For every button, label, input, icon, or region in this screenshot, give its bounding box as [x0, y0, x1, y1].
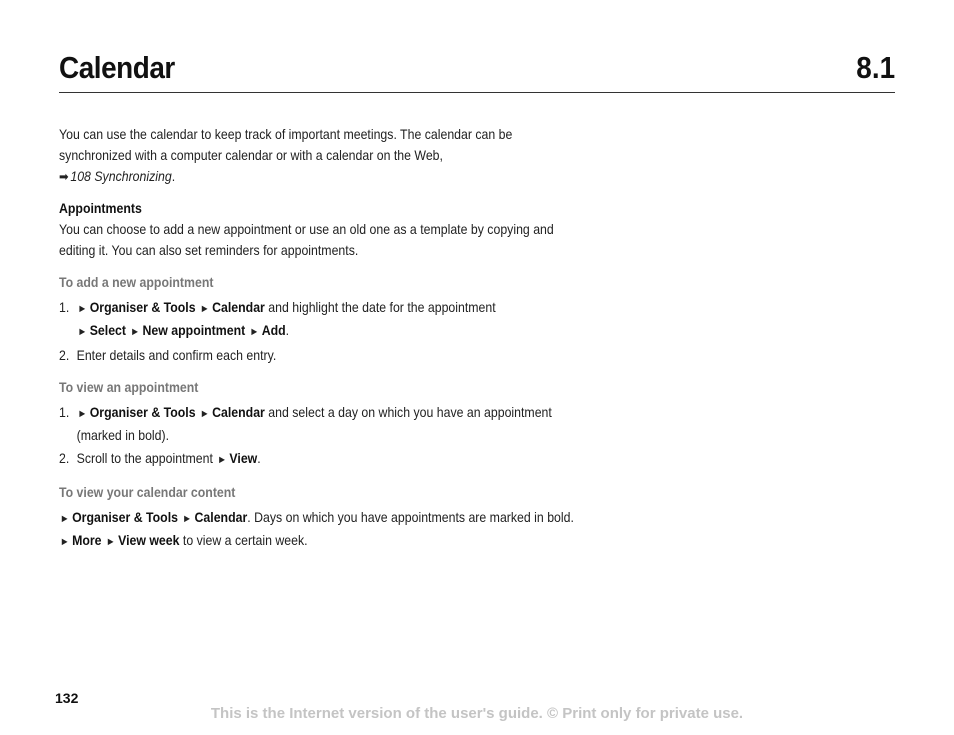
list-item: 2. Scroll to the appointment ► View. [59, 450, 261, 466]
add-appointment-heading: To add a new appointment [59, 274, 214, 290]
main-content [59, 124, 599, 553]
add-appointment-steps [59, 297, 587, 366]
menu-arrow-icon: ► [130, 326, 140, 338]
menu-arrow-icon: ► [249, 326, 260, 338]
menu-path-item: View week [118, 532, 180, 548]
menu-arrow-icon: ► [77, 408, 88, 420]
menu-arrow-icon: ► [199, 408, 210, 420]
reference-link[interactable]: 108 Synchronizing [70, 168, 172, 184]
menu-path-item: Organiser & Tools [72, 509, 178, 525]
section-number: 8.1 [856, 50, 895, 85]
footer-note: This is the Internet version of the user's guide. © Print only for private use. [210, 705, 744, 722]
appointments-heading: Appointments [59, 200, 142, 216]
intro-paragraph: You can use the calendar to keep track of important meetings. The calendar can be synchronized with a computer calendar or with a calendar on the Web, ➡ 108 Synchronizing. [59, 126, 513, 184]
menu-arrow-icon: ► [77, 303, 88, 315]
page-title: Calendar [59, 50, 175, 85]
menu-path-item: View [229, 450, 258, 466]
menu-arrow-icon: ► [217, 454, 227, 466]
list-item: 1. ► Organiser & Tools ► Calendar and highlight the date for the appointment ► Select ► New appointment ► Add. [59, 299, 496, 338]
view-appointment-steps [59, 402, 587, 471]
menu-path-item: Organiser & Tools [89, 404, 196, 420]
page-number: 132 [55, 690, 79, 706]
menu-arrow-icon: ► [59, 536, 70, 548]
appointments-paragraph: You can choose to add a new appointment or use an old one as a template by copying and editing it. You can also set reminders for appointments. [59, 221, 554, 258]
view-appointment-heading: To view an appointment [59, 379, 199, 395]
intro-text: You can use the calendar to keep track of important meetings. The calendar can be synchronized with a computer calendar or with a calendar on the Web, [59, 126, 513, 163]
menu-path-item: Calendar [212, 404, 265, 420]
menu-path-item: New appointment [142, 322, 246, 338]
menu-path-item: Calendar [212, 299, 265, 315]
menu-path-item: Select [89, 322, 127, 338]
list-item: 1. ► Organiser & Tools ► Calendar and select a day on which you have an appointment (marked in bold). [59, 404, 552, 443]
menu-arrow-icon: ► [59, 513, 70, 525]
menu-arrow-icon: ► [182, 513, 192, 525]
list-item: 2. Enter details and confirm each entry. [59, 347, 277, 363]
menu-path-item: Calendar [194, 509, 248, 525]
menu-path-item: More [72, 532, 102, 548]
menu-path-item: Organiser & Tools [89, 299, 196, 315]
reference-arrow-icon: ➡ [59, 169, 69, 184]
view-content-heading: To view your calendar content [59, 484, 236, 500]
menu-arrow-icon: ► [77, 326, 88, 338]
menu-arrow-icon: ► [199, 303, 210, 315]
menu-path-item: Add [261, 322, 286, 338]
view-content-paragraph: ► Organiser & Tools ► Calendar. Days on which you have appointments are marked in bold. ► More ► View week to view a certain week. [59, 509, 574, 548]
page-header [59, 48, 895, 93]
menu-arrow-icon: ► [105, 536, 116, 548]
